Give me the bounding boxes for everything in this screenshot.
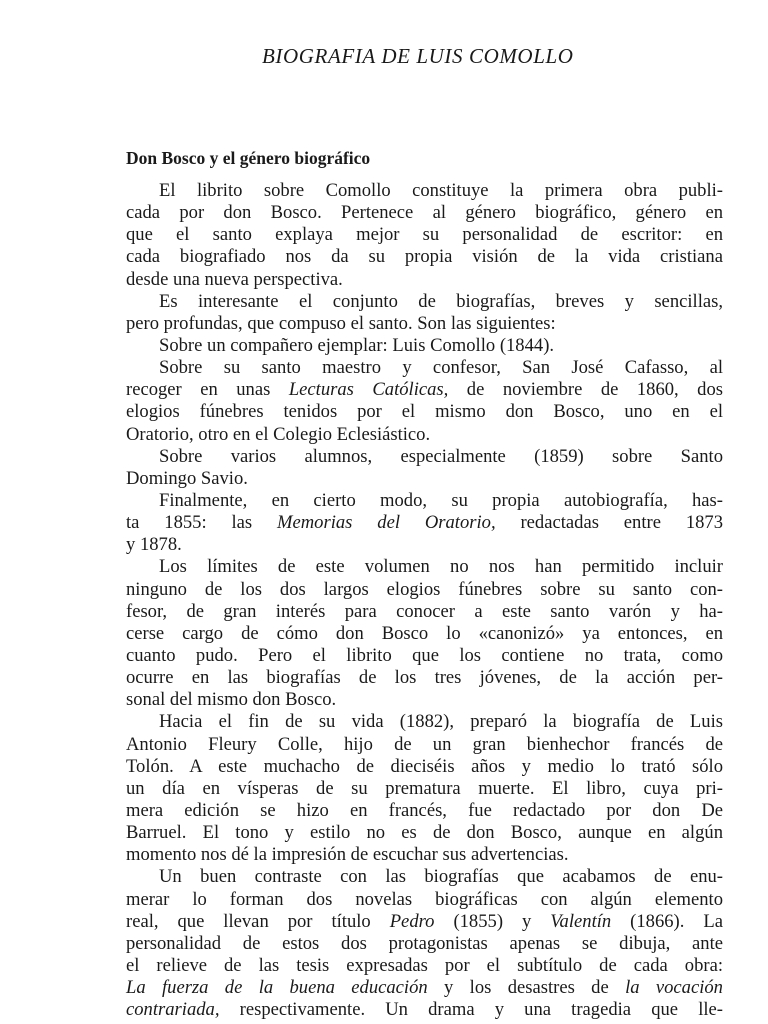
italic-title: La fuerza de la buena educación [126,977,428,999]
text-segment: Un buen contraste con las biografías que acabamos de enu- [159,866,723,888]
text-line [126,224,723,246]
text-segment: Antonio Fleury Colle, hijo de un gran bienhechor francés de [126,733,723,755]
text-line [126,601,723,623]
text-segment: y 1878. [126,534,182,556]
text-line [126,911,723,933]
italic-title: Lecturas Católicas, [288,379,449,401]
text-line [126,889,723,911]
text-line [126,579,723,601]
text-segment: pero profundas, que compuso el santo. Son las siguientes: [126,312,556,334]
text-line [126,401,723,423]
text-segment: ninguno de los dos largos elogios fúnebres sobre su santo con- [126,578,723,600]
text-segment: Es interesante el conjunto de biografías, breves y sencillas, [159,290,723,312]
text-segment: (1855) y [434,910,551,932]
text-segment: recoger en unas [126,379,289,401]
text-line [126,645,723,667]
text-segment: Los límites de este volumen no nos han permitido incluir [159,556,723,578]
text-line [126,689,723,711]
text-segment: ta 1855: las [126,512,278,534]
text-segment: sonal del mismo don Bosco. [126,689,337,711]
text-segment: respectivamente. Un drama y una tragedia que lle- [219,999,723,1021]
text-line [126,335,723,357]
text-line [126,357,723,379]
text-segment: Sobre varios alumnos, especialmente (1859) sobre Santo [159,445,723,467]
text-segment: Sobre su santo maestro y confesor, San José Cafasso, al [159,357,723,379]
text-line [126,468,723,490]
text-line [126,246,723,268]
text-line [126,556,723,578]
text-segment: Sobre un compañero ejemplar: Luis Comollo (1844). [159,334,555,356]
text-segment: Hacia el fin de su vida (1882), preparó la biografía de Luis [159,711,723,733]
italic-title: la vocación [625,977,723,999]
text-segment: elogios fúnebres tenidos por el mismo don Bosco, uno en el [126,401,723,423]
section-heading: Don Bosco y el género biográfico [126,148,371,168]
text-line [126,512,723,534]
text-line [126,711,723,733]
text-segment: mera edición se hizo en francés, fue redactado por don De [126,799,723,821]
text-line [126,800,723,822]
text-segment: un día en vísperas de su prematura muerte. El libro, cuya pri- [126,777,723,799]
text-segment: Tolón. A este muchacho de dieciséis años y medio lo trató sólo [126,755,723,777]
text-line [126,933,723,955]
text-line [126,822,723,844]
text-line [126,446,723,468]
text-segment: cuanto pudo. Pero el librito que los contiene no trata, como [126,644,723,666]
text-line [126,756,723,778]
text-segment: redactadas entre 1873 [495,512,724,534]
text-segment: Finalmente, en cierto modo, su propia autobiografía, has- [159,489,723,511]
text-segment: ocurre en las biografías de los tres jóvenes, de la acción per- [126,667,723,689]
text-line [126,313,723,335]
text-line [126,202,723,224]
text-line [126,490,723,512]
text-segment: (1866). La [611,910,723,932]
text-line [126,667,723,689]
text-segment: Domingo Savio. [126,467,248,489]
text-segment: personalidad de estos dos protagonistas apenas se dibuja, ante [126,932,723,954]
running-head: BIOGRAFIA DE LUIS COMOLLO [262,44,574,68]
text-segment: cada biografiado nos da su propia visión de la vida cristiana [126,246,723,268]
text-line [126,999,723,1021]
text-segment: cerse cargo de cómo don Bosco lo «canonizó» ya entonces, en [126,622,723,644]
text-segment: merar lo forman dos novelas biográficas con algún elemento [126,888,723,910]
text-segment: de noviembre de 1860, dos [448,379,723,401]
text-line [126,866,723,888]
text-line [126,291,723,313]
text-line [126,623,723,645]
text-line [126,734,723,756]
text-line [126,424,723,446]
text-segment: el relieve de las tesis expresadas por el subtítulo de cada obra: [126,954,723,976]
text-segment: momento nos dé la impresión de escuchar sus advertencias. [126,844,569,866]
body-text [126,180,723,1021]
italic-title: Pedro [389,910,435,932]
text-line [126,379,723,401]
text-line [126,844,723,866]
text-segment: Barruel. El tono y estilo no es de don Bosco, aunque en algún [126,822,723,844]
italic-title: contrariada, [126,999,220,1021]
text-segment: fesor, de gran interés para conocer a este santo varón y ha- [126,600,723,622]
text-line [126,534,723,556]
text-line [126,955,723,977]
text-segment: desde una nueva perspectiva. [126,268,343,290]
text-line [126,269,723,291]
text-segment: Oratorio, otro en el Colegio Eclesiástico. [126,423,431,445]
text-line [126,180,723,202]
text-segment: que el santo explaya mejor su personalidad de escritor: en [126,224,723,246]
text-line [126,778,723,800]
text-line [126,977,723,999]
text-segment: El librito sobre Comollo constituye la primera obra publi- [159,180,723,201]
text-segment: y los desastres de [427,977,626,999]
italic-title: Valentín [550,910,612,932]
text-segment: cada por don Bosco. Pertenece al género biográfico, género en [126,202,723,224]
italic-title: Memorias del Oratorio, [277,512,496,534]
text-segment: real, que llevan por título [126,910,390,932]
